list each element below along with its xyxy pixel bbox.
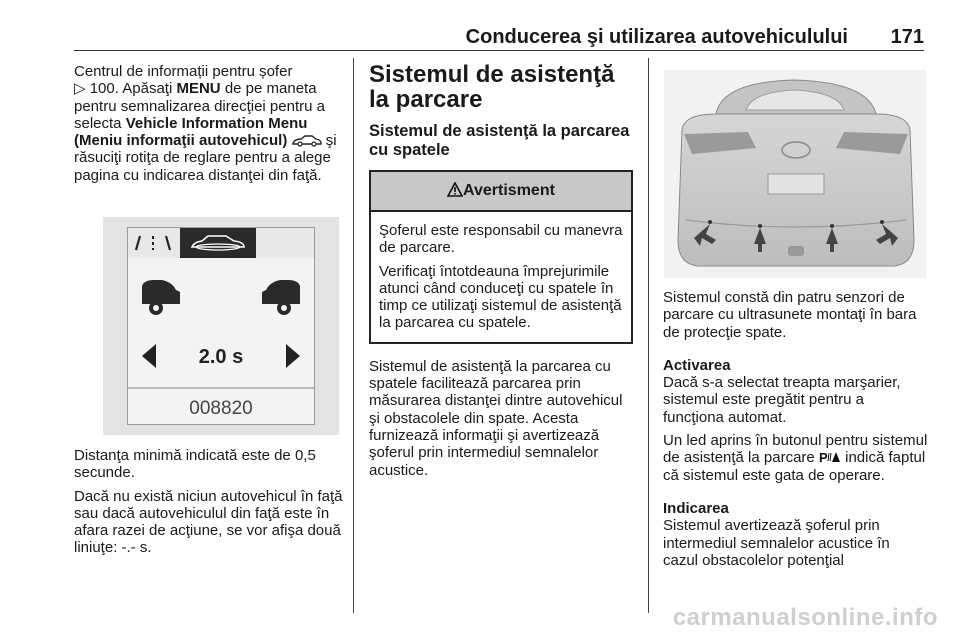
column-1-lower [74,447,346,563]
park-assist-icon [819,450,841,464]
heading-activation: Activarea [663,356,731,374]
paragraph-system-description: Sistemul de asistenţă la parcarea cu spatele facilitează parcarea prin măsurarea distanţei dintre autovehicul şi obstacolele din spate. Acesta furnizează informaţii şi avertizează şoferul prin intermediul semnalelor acustice. [369,357,623,479]
warning-box [369,170,633,344]
column-divider-2 [648,58,649,613]
arrow-right-icon [286,344,300,368]
paragraph-intro [74,63,346,184]
intro-text-c: şi răsuciţi rotiţa de reglare pentru a alege pagina cu indicarea distanţei din faţă. [74,132,337,184]
heading-indication: Indicarea [663,499,729,517]
car-icon [292,134,322,147]
page-number: 171 [890,26,924,48]
section-subheading: Sistemul de asistenţă la parcarea cu spatele [369,122,630,159]
column-divider-1 [353,58,354,613]
warning-title: Avertisment [463,182,555,199]
section-heading: Sistemul de asistenţă la parcare [369,61,615,113]
rear-car-icon [142,280,180,304]
header-rule [74,50,924,51]
paragraph-activation-2 [663,432,928,484]
section-title: Conducerea şi utilizarea autovehiculului [465,26,848,48]
distance-display-figure [103,217,339,435]
column-2 [369,62,633,485]
warning-body [371,212,631,342]
intro-ref: 100. Apăsaţi [89,80,173,98]
menu-name: Vehicle Information Menu (Meniu informaţii autovehicul) [74,114,308,150]
warning-header [371,172,631,212]
warning-icon [447,182,463,197]
display-frame [127,227,315,425]
activation-text-b: indică faptul că sistemul este gata de operare. [663,449,926,484]
paragraph-indication: Sistemul avertizează şoferul prin intermediul semnalelor acustice în cazul obstacolelor potenţial [663,517,890,569]
column-3 [663,289,928,575]
front-car-icon [262,280,300,304]
intro-text-b: de pe maneta pentru semnalizarea direcţiei pentru a selecta [74,80,325,132]
watermark: carmanualsonline.info [672,604,938,631]
active-tab [180,228,256,258]
arrow-left-icon [142,344,156,368]
car-rear-illustration [664,70,926,278]
svg-text:P: P [818,450,828,465]
rear-car-sensors-figure [664,70,926,278]
paragraph-min-distance: Distanţa minimă indicată este de 0,5 secunde. [74,447,316,482]
column-1 [74,63,346,190]
odometer-value: 008820 [189,398,253,419]
page-header [74,26,924,50]
paragraph-sensors: Sistemul constă din patru senzori de parcare cu ultrasunete montaţi în bara de protecţie spate. [663,289,917,341]
display-graphic [128,228,314,424]
warning-text-2: Verificaţi întotdeauna împrejurimile atunci când conduceţi cu spatele în timp ce utilizaţi sistemul de asistenţă la parcarea cu spatele. [379,262,622,332]
activation-text-a: Un led aprins în butonul pentru sistemul de asistenţă la parcare [663,432,928,467]
paragraph-activation-1: Dacă s-a selectat treapta marşarier, sistemul este pregătit pentru a funcţiona automat. [663,374,901,426]
warning-text-1: Şoferul este responsabil cu manevra de parcare. [379,222,623,257]
intro-text-a: Centrul de informații pentru șofer [74,63,293,80]
paragraph-no-vehicle: Dacă nu există niciun autovehicul în faţă sau dacă autovehiculul din faţă este în afara razei de acţiune, se vor afişa două liniuţe: -.- s. [74,487,343,557]
time-gap-value: 2.0 s [198,346,244,368]
page-ref-icon: ▷ [74,80,86,98]
menu-keyword: MENU [176,80,221,98]
